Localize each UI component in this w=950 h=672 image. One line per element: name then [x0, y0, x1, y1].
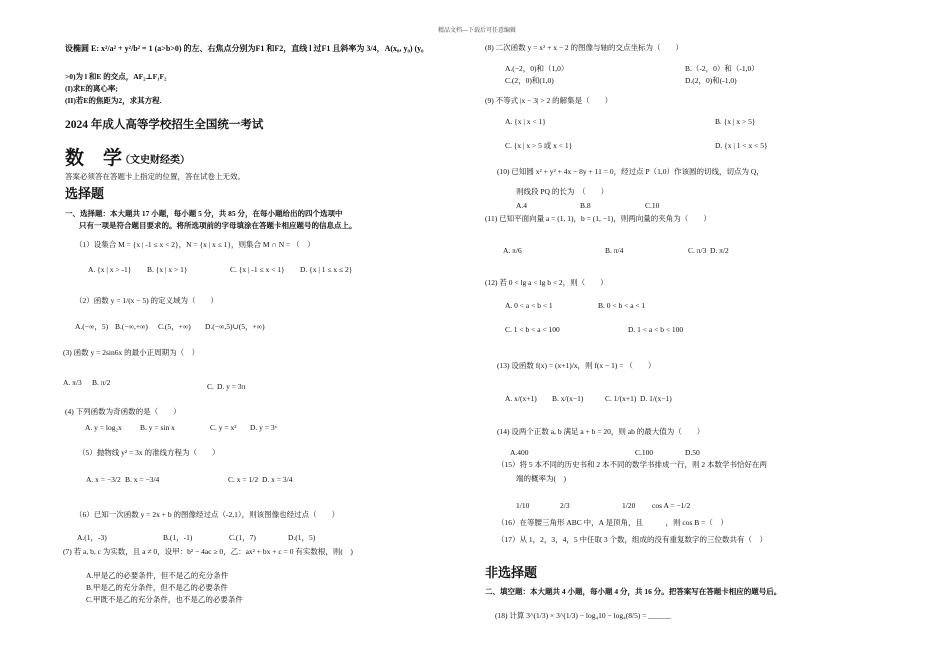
q16-cos-condition: cos A = −1/2: [652, 501, 691, 510]
section-choice-desc-2: 只有一项是符合题目要求的。将所选项前的字母填涂在答题卡相应题号的信息点上。: [79, 221, 357, 230]
section-choice-desc-1: 一、选择题：本大题共 17 小题，每小题 5 分，共 85 分，在每小题给出的四个选项中: [65, 209, 343, 218]
q13-stem: (13) 设函数 f(x) = (x+1)/x，则 f(x − 1) = （ ）: [497, 361, 656, 370]
q12-option-b[interactable]: B. 0 < b < a < 1: [598, 301, 646, 310]
q12-option-d[interactable]: D. 1 < a < b < 100: [628, 325, 684, 334]
exam-title: 2024 年成人高等学校招生全国统一考试: [65, 119, 264, 131]
q9-option-d[interactable]: D. {x | 1 < x < 5}: [715, 141, 768, 150]
q1-option-d[interactable]: D. {x | 1 ≤ x ≤ 2}: [300, 265, 353, 274]
q3-option-c[interactable]: C.: [207, 382, 214, 391]
q11-stem: (11) 已知平面向量 a = (1, 1)，b = (1, −1)，则两向量的夹角为（ ）: [485, 214, 711, 223]
q1-option-a[interactable]: A. {x | x > -1}: [88, 265, 132, 274]
q15-option-a[interactable]: 1/10: [516, 501, 530, 510]
q2-stem: （2）函数 y = 1/(x − 5) 的定义域为（ ）: [75, 296, 219, 305]
q3-option-a[interactable]: A. π/3: [63, 378, 82, 387]
q1-option-b[interactable]: B. {x | x > 1}: [147, 265, 188, 274]
q16-stem: （16）在等腰三角形 ABC 中，A 是顶角，且 ，则 cos B =（ ）: [497, 518, 728, 527]
q10-option-b[interactable]: B.8: [580, 201, 591, 210]
q17-stem: （17）从 1，2，3，4，5 中任取 3 个数，组成的没有重复数字的三位数共有（ ）: [497, 535, 767, 544]
q4-option-d[interactable]: D. y = 3ˣ: [250, 423, 277, 432]
q2-option-c[interactable]: C.(5，+∞): [158, 322, 191, 331]
q6-option-c[interactable]: C.(1，7): [229, 533, 256, 542]
intro-line-3: (I)求E的离心率;: [65, 84, 118, 93]
q2-option-a[interactable]: A.(−∞，5): [75, 322, 109, 331]
q8-option-a[interactable]: A.(−2，0)和（1,0）: [505, 64, 569, 73]
q12-option-c[interactable]: C. 1 < b < a < 100: [505, 325, 560, 334]
q3-option-b[interactable]: B. π/2: [92, 378, 111, 387]
q7-option-a[interactable]: A.甲是乙的必要条件，但不是乙的充分条件: [86, 571, 229, 580]
page-header: 精品文档---下载后可任意编辑: [438, 28, 516, 34]
q13-option-b[interactable]: B. x/(x−1): [552, 394, 584, 403]
q10-stem-1: (10) 已知圆 x² + y² + 4x − 8y + 11 = 0，经过点 P（1,0）作该圆的切线，切点为 Q，: [497, 167, 764, 176]
q11-option-d[interactable]: D. π/2: [710, 246, 729, 255]
q4-option-c[interactable]: C. y = x²: [210, 423, 237, 432]
q6-stem: （6）已知一次函数 y = 2x + b 的图像经过点（-2,1），则该图像也经过点（ ）: [75, 510, 340, 519]
q4-option-a[interactable]: A. y = log₂x: [85, 423, 122, 432]
q15-option-b[interactable]: 2/3: [560, 501, 570, 510]
q14-option-d[interactable]: D.50: [685, 448, 700, 457]
q4-option-b[interactable]: B. y = sin x: [140, 423, 175, 432]
q18-stem: (18) 计算 3^(1/3) × 3^(1/3) − log₄10 − log₄(8/5) = ______: [495, 611, 671, 620]
q15-stem-2: 端的概率为( ): [516, 474, 566, 483]
q5-option-c[interactable]: C. x = 1/2: [228, 475, 259, 484]
q8-stem: (8) 二次函数 y = x² + x − 2 的图像与轴的交点坐标为（ ）: [485, 43, 684, 52]
q3-stem: (3) 函数 y = 2sin6x 的最小正周期为（ ）: [63, 348, 200, 357]
q4-stem: (4) 下列函数为奇函数的是（ ）: [65, 407, 181, 416]
q9-stem: (9) 不等式 |x − 3| > 2 的解集是（ ）: [485, 96, 613, 105]
q15-option-c[interactable]: 1/20: [622, 501, 636, 510]
q10-stem-2: 则线段 PQ 的长为 （ ）: [516, 187, 609, 196]
q14-stem: (14) 设两个正数 a, b 满足 a + b = 20，则 ab 的最大值为（ ）: [497, 427, 705, 436]
q1-option-c[interactable]: C. {x | -1 ≤ x < 1}: [230, 265, 285, 274]
q5-option-d[interactable]: D. x = 3/4: [262, 475, 293, 484]
q2-option-d[interactable]: D.(−∞,5)∪(5，+∞): [205, 322, 265, 331]
intro-line-1: 设椭圆 E: x²/a² + y²/b² = 1 (a>b>0) 的左、右焦点分别为F1 和F2，直线 l 过F1 且斜率为 3/4，A(x₀, y₀) (y₀: [65, 44, 424, 53]
intro-line-4: (II)若E的焦距为2，求其方程.: [65, 96, 162, 105]
q13-option-c[interactable]: C. 1/(x+1): [605, 394, 637, 403]
q14-option-a[interactable]: A.400: [510, 448, 529, 457]
q14-option-c[interactable]: C.100: [635, 448, 654, 457]
q8-option-d[interactable]: D.(2，0)和(-1,0): [685, 76, 737, 85]
q1-stem: （1）设集合 M = {x | -1 ≤ x < 2}，N = {x | x ≤ 1}，则集合 M ∩ N = （ ）: [75, 240, 315, 249]
q6-option-d[interactable]: D.(1，5): [288, 533, 316, 542]
q5-option-a[interactable]: A. x = −3/2: [86, 475, 121, 484]
q13-option-a[interactable]: A. x/(x+1): [505, 394, 537, 403]
q7-stem: (7) 若 a, b, c 为实数，且 a ≠ 0，设甲：b² − 4ac ≥ 0，乙：ax² + bx + c = 0 有实数根，则( ): [63, 547, 353, 556]
q10-option-a[interactable]: A.4: [516, 201, 528, 210]
q11-option-c[interactable]: C. π/3: [688, 246, 707, 255]
q7-option-b[interactable]: B.甲是乙的充分条件，但不是乙的必要条件: [86, 583, 228, 592]
subject-title: 数 学: [65, 147, 123, 169]
q9-option-c[interactable]: C. {x | x > 5 或 x < 1}: [505, 141, 573, 150]
q12-option-a[interactable]: A. 0 < a < b < 1: [505, 301, 553, 310]
q12-stem: (12) 若 0 < lg a < lg b < 2，则（ ）: [485, 278, 608, 287]
q5-stem: （5）抛物线 y² = 3x 的准线方程为（ ）: [78, 448, 220, 457]
q5-option-b[interactable]: B. x = −3/4: [125, 475, 160, 484]
q3-option-d[interactable]: D. y = 3π: [217, 382, 246, 391]
q13-option-d[interactable]: D. 1/(x−1): [640, 394, 672, 403]
q2-option-b[interactable]: B.(−∞,+∞): [115, 322, 148, 331]
section-choice-title: 选择题: [65, 187, 105, 202]
q8-option-c[interactable]: C.(2，0)和(1,0): [505, 76, 554, 85]
q6-option-b[interactable]: B.(1，-1): [163, 533, 193, 542]
section-nonchoice-title: 非选择题: [485, 566, 538, 581]
q6-option-a[interactable]: A.(1，-3): [77, 533, 107, 542]
q7-option-c[interactable]: C.甲既不是乙的充分条件，也不是乙的必要条件: [86, 595, 243, 604]
subject-subtitle: （文史财经类）: [120, 155, 190, 166]
q11-option-b[interactable]: B. π/4: [605, 246, 624, 255]
q8-option-b[interactable]: B.（-2，0）和（-1,0）: [685, 64, 759, 73]
q9-option-b[interactable]: B. {x | x > 5}: [715, 117, 756, 126]
q11-option-a[interactable]: A. π/6: [503, 246, 522, 255]
q15-stem-1: （15）将 5 本不同的历史书和 2 本不同的数学书排成一行，则 2 本数学书恰好在两: [497, 460, 767, 469]
section-nonchoice-desc: 二、填空题：本大题共 4 小题，每小题 4 分，共 16 分。把答案写在答题卡相应的题号后。: [485, 587, 782, 596]
instructions: 答案必须答在答题卡上指定的位置，答在试卷上无效。: [65, 172, 245, 181]
q10-option-c[interactable]: C.10: [645, 201, 660, 210]
intro-line-2: >0)为 l 和E 的交点，AF₂⊥F₁F₂: [65, 72, 167, 81]
q9-option-a[interactable]: A. {x | x < 1}: [505, 117, 546, 126]
